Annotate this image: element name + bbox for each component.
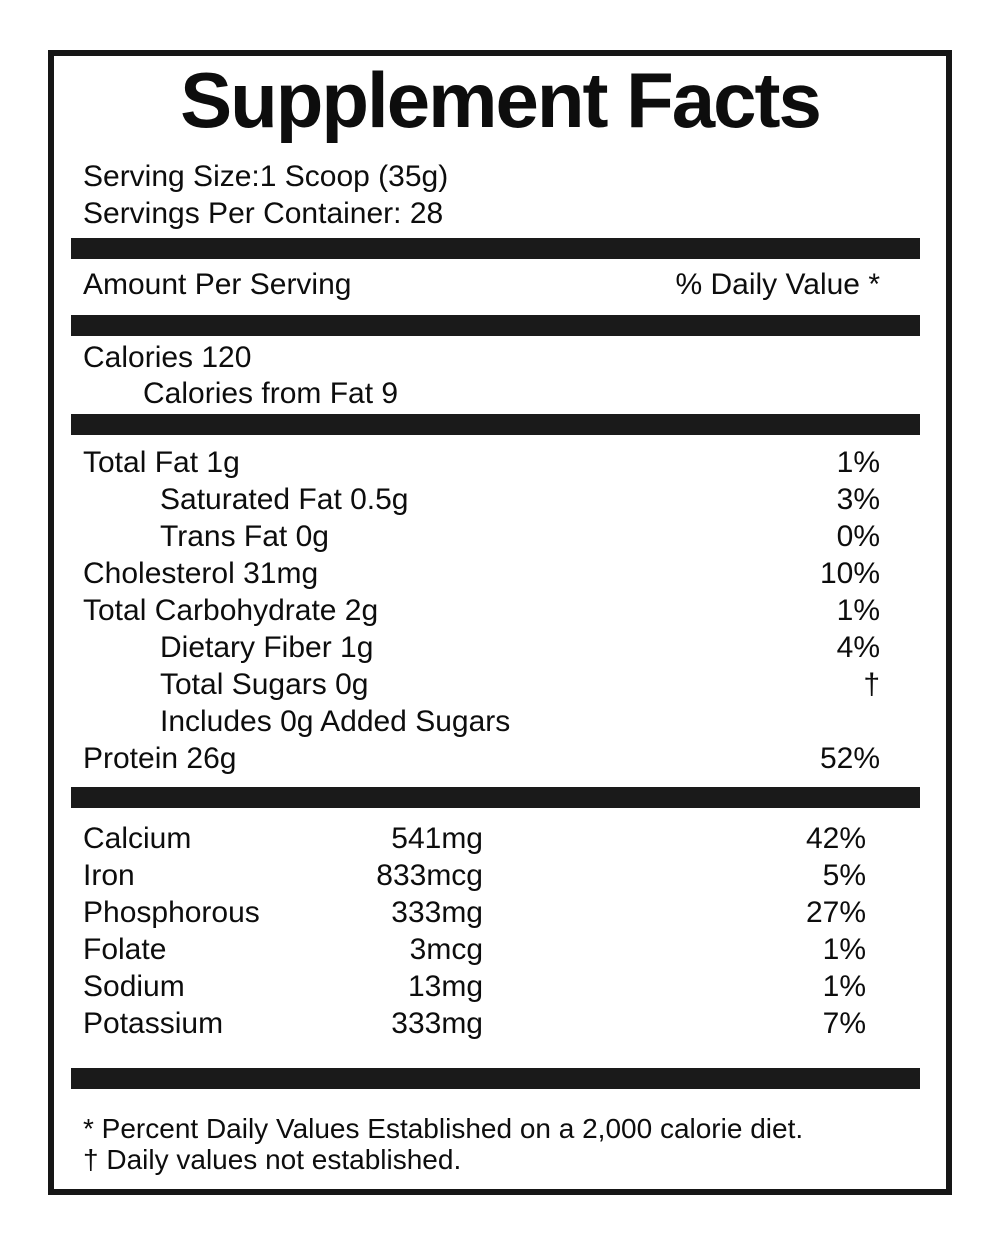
- divider-bar: [71, 787, 920, 808]
- serving-info: [54, 158, 946, 232]
- mineral-name: Folate: [83, 933, 167, 966]
- nutrient-percent: 1%: [836, 594, 880, 627]
- nutrient-row: [54, 703, 946, 740]
- nutrient-percent: 10%: [819, 557, 880, 590]
- nutrient-percent: 52%: [819, 742, 880, 775]
- nutrient-row: [54, 444, 946, 481]
- mineral-amount: 333mg: [391, 1007, 483, 1040]
- mineral-name: Calcium: [83, 822, 192, 855]
- nutrient-name: Total Sugars 0g: [160, 668, 369, 701]
- nutrient-name: Cholesterol 31mg: [83, 557, 319, 590]
- mineral-amount: 833mcg: [376, 859, 483, 892]
- nutrient-name: Saturated Fat 0.5g: [160, 483, 409, 516]
- mineral-percent: 1%: [822, 970, 866, 1003]
- divider-bar: [71, 238, 920, 259]
- mineral-name: Phosphorous: [83, 896, 260, 929]
- footnote-dagger: † Daily values not established.: [83, 1144, 462, 1175]
- supplement-facts-label: [48, 50, 952, 1195]
- serving-size: Serving Size:1 Scoop (35g): [83, 160, 449, 193]
- mineral-percent: 42%: [805, 822, 866, 855]
- nutrient-name: Total Fat 1g: [83, 446, 240, 479]
- nutrient-row: [54, 666, 946, 703]
- mineral-row: [54, 857, 946, 894]
- footnote-percent-daily-value: * Percent Daily Values Established on a 2,000 calorie diet.: [83, 1113, 804, 1144]
- divider-bar: [71, 1068, 920, 1089]
- nutrient-section: [54, 444, 946, 777]
- calories-section: [54, 340, 946, 412]
- nutrient-row: [54, 481, 946, 518]
- nutrient-row: [54, 555, 946, 592]
- mineral-percent: 5%: [822, 859, 866, 892]
- mineral-percent: 1%: [822, 933, 866, 966]
- mineral-name: Potassium: [83, 1007, 224, 1040]
- nutrient-percent: 0%: [836, 520, 880, 553]
- mineral-name: Sodium: [83, 970, 185, 1003]
- divider-bar: [71, 414, 920, 435]
- mineral-name: Iron: [83, 859, 135, 892]
- mineral-amount: 13mg: [407, 970, 483, 1003]
- nutrient-percent: 3%: [836, 483, 880, 516]
- nutrient-percent: 4%: [836, 631, 880, 664]
- nutrient-percent: 1%: [836, 446, 880, 479]
- mineral-row: [54, 968, 946, 1005]
- nutrient-name: Total Carbohydrate 2g: [83, 594, 379, 627]
- calories-row: Calories 120: [83, 341, 252, 374]
- amount-per-serving-label: Amount Per Serving: [83, 268, 352, 301]
- mineral-amount: 541mg: [391, 822, 483, 855]
- mineral-row: [54, 931, 946, 968]
- nutrient-name: Dietary Fiber 1g: [160, 631, 374, 664]
- daily-value-label: % Daily Value *: [675, 268, 880, 301]
- mineral-row: [54, 1005, 946, 1042]
- footnotes: [54, 1113, 946, 1175]
- calories-from-fat-row: Calories from Fat 9: [143, 377, 399, 410]
- servings-per-container: Servings Per Container: 28: [83, 197, 444, 230]
- mineral-percent: 7%: [822, 1007, 866, 1040]
- column-header-row: [54, 270, 946, 300]
- mineral-percent: 27%: [805, 896, 866, 929]
- divider-bar: [71, 315, 920, 336]
- mineral-section: [54, 820, 946, 1042]
- nutrient-row: [54, 592, 946, 629]
- nutrient-percent: †: [863, 668, 880, 701]
- mineral-amount: 333mg: [391, 896, 483, 929]
- label-title: Supplement Facts: [180, 56, 820, 144]
- mineral-row: [54, 820, 946, 857]
- mineral-row: [54, 894, 946, 931]
- nutrient-name: Protein 26g: [83, 742, 237, 775]
- nutrient-row: [54, 629, 946, 666]
- nutrient-name: Trans Fat 0g: [160, 520, 329, 553]
- nutrient-row: [54, 740, 946, 777]
- nutrient-row: [54, 518, 946, 555]
- nutrient-name: Includes 0g Added Sugars: [160, 705, 511, 738]
- mineral-amount: 3mcg: [409, 933, 483, 966]
